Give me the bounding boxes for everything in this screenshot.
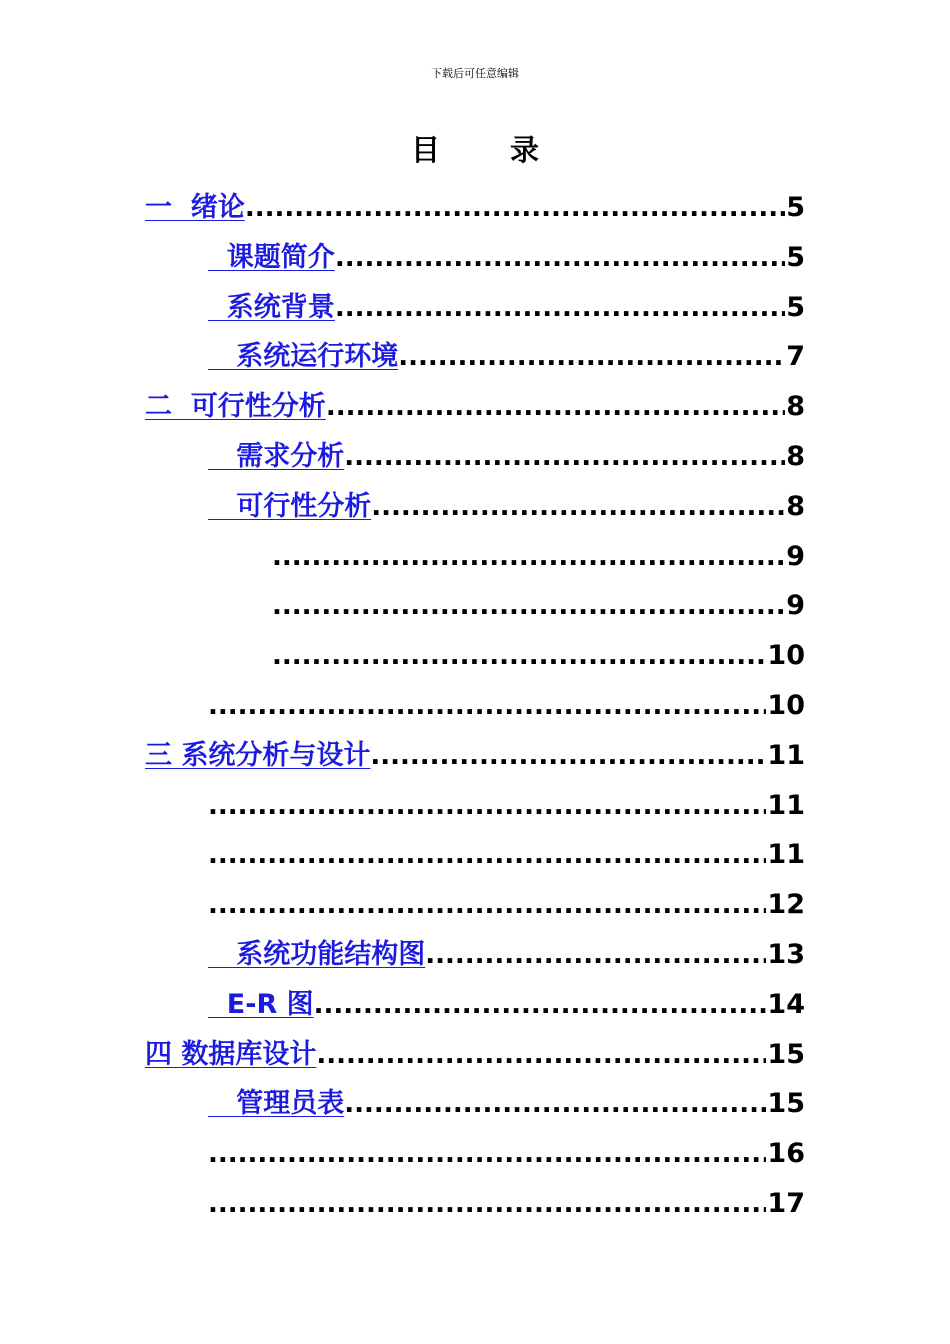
toc-entry-link[interactable]: 系统功能结构图 [208, 939, 426, 970]
toc-page-number: 7 [786, 341, 805, 373]
dot-leader [245, 190, 785, 226]
toc-entry[interactable] [208, 1072, 805, 1122]
toc-entry[interactable] [145, 724, 805, 774]
dot-leader [335, 290, 785, 326]
toc-page-number: 10 [767, 640, 805, 672]
toc-page-number: 13 [767, 939, 805, 970]
toc-page-number: 5 [786, 192, 805, 223]
toc-entry[interactable] [145, 375, 805, 425]
toc-entry[interactable] [208, 774, 805, 824]
dot-leader [208, 788, 766, 824]
toc-entry[interactable] [208, 276, 805, 326]
toc-page-number: 5 [786, 241, 805, 273]
toc-page-number: 15 [767, 1038, 805, 1070]
toc-title: 目 录 [410, 133, 570, 167]
toc-entry[interactable] [208, 973, 805, 1023]
page-header: 下载后可任意编辑 [431, 67, 519, 80]
dot-leader [326, 389, 785, 425]
toc-entry-link[interactable]: 系统背景 [208, 291, 335, 323]
toc-entry[interactable] [208, 425, 805, 475]
dot-leader [314, 987, 767, 1023]
toc-entry-link[interactable]: 三 系统分析与设计 [145, 739, 371, 771]
toc-page-number: 10 [767, 690, 805, 721]
dot-leader [344, 439, 785, 475]
dot-leader [370, 738, 766, 774]
dot-leader [272, 588, 785, 624]
toc-page-number: 8 [786, 441, 805, 472]
dot-leader [208, 1186, 766, 1222]
toc-page-number: 8 [786, 490, 805, 522]
toc-page-number: 12 [767, 889, 805, 921]
toc-entry-link[interactable]: 需求分析 [208, 441, 345, 472]
toc-entry-link[interactable]: 可行性分析 [208, 490, 372, 522]
toc-page-number: 9 [786, 540, 805, 572]
toc-page-number: 9 [786, 590, 805, 622]
toc-entry-link[interactable]: 二 可行性分析 [145, 391, 326, 423]
dot-leader [425, 937, 766, 973]
toc-entry[interactable] [208, 674, 805, 724]
toc-entry[interactable] [145, 176, 805, 226]
toc-entry[interactable] [208, 1122, 805, 1172]
toc-entry[interactable] [208, 475, 805, 525]
toc-entry[interactable] [208, 1172, 805, 1222]
toc-entry-link[interactable]: 管理员表 [208, 1088, 345, 1120]
toc-page-number: 17 [767, 1188, 805, 1219]
toc-page-number: 11 [767, 789, 805, 821]
toc-entry[interactable] [208, 823, 805, 873]
dot-leader [208, 837, 766, 873]
toc-entry[interactable] [272, 525, 805, 575]
toc-entry[interactable] [208, 226, 805, 276]
dot-leader [371, 489, 785, 525]
dot-leader [335, 240, 785, 276]
dot-leader [316, 1037, 766, 1073]
toc-entry[interactable] [208, 325, 805, 375]
dot-leader [344, 1086, 766, 1122]
toc-entry-link[interactable]: 课题简介 [208, 241, 335, 273]
toc-entry-link[interactable]: E-R 图 [208, 988, 314, 1020]
toc-entry[interactable] [145, 1023, 805, 1073]
toc-entry-link[interactable]: 一 绪论 [145, 192, 245, 223]
toc-entry[interactable] [272, 574, 805, 624]
toc-entry[interactable] [208, 873, 805, 923]
toc-entry-link[interactable]: 系统运行环境 [208, 341, 399, 373]
toc-entry-link[interactable]: 四 数据库设计 [145, 1038, 317, 1070]
dot-leader [272, 638, 766, 674]
toc-entry[interactable] [272, 624, 805, 674]
toc-page-number: 8 [786, 391, 805, 423]
dot-leader [398, 339, 785, 375]
toc-page-number: 11 [767, 739, 805, 771]
toc-page-number: 15 [767, 1088, 805, 1120]
toc-page-number: 14 [767, 988, 805, 1020]
dot-leader [208, 1136, 766, 1172]
toc-page-number: 16 [767, 1138, 805, 1170]
dot-leader [272, 539, 785, 575]
dot-leader [208, 887, 766, 923]
toc-entry[interactable] [208, 923, 805, 973]
toc-page-number: 11 [767, 839, 805, 871]
toc-page-number: 5 [786, 291, 805, 323]
dot-leader [208, 688, 766, 724]
